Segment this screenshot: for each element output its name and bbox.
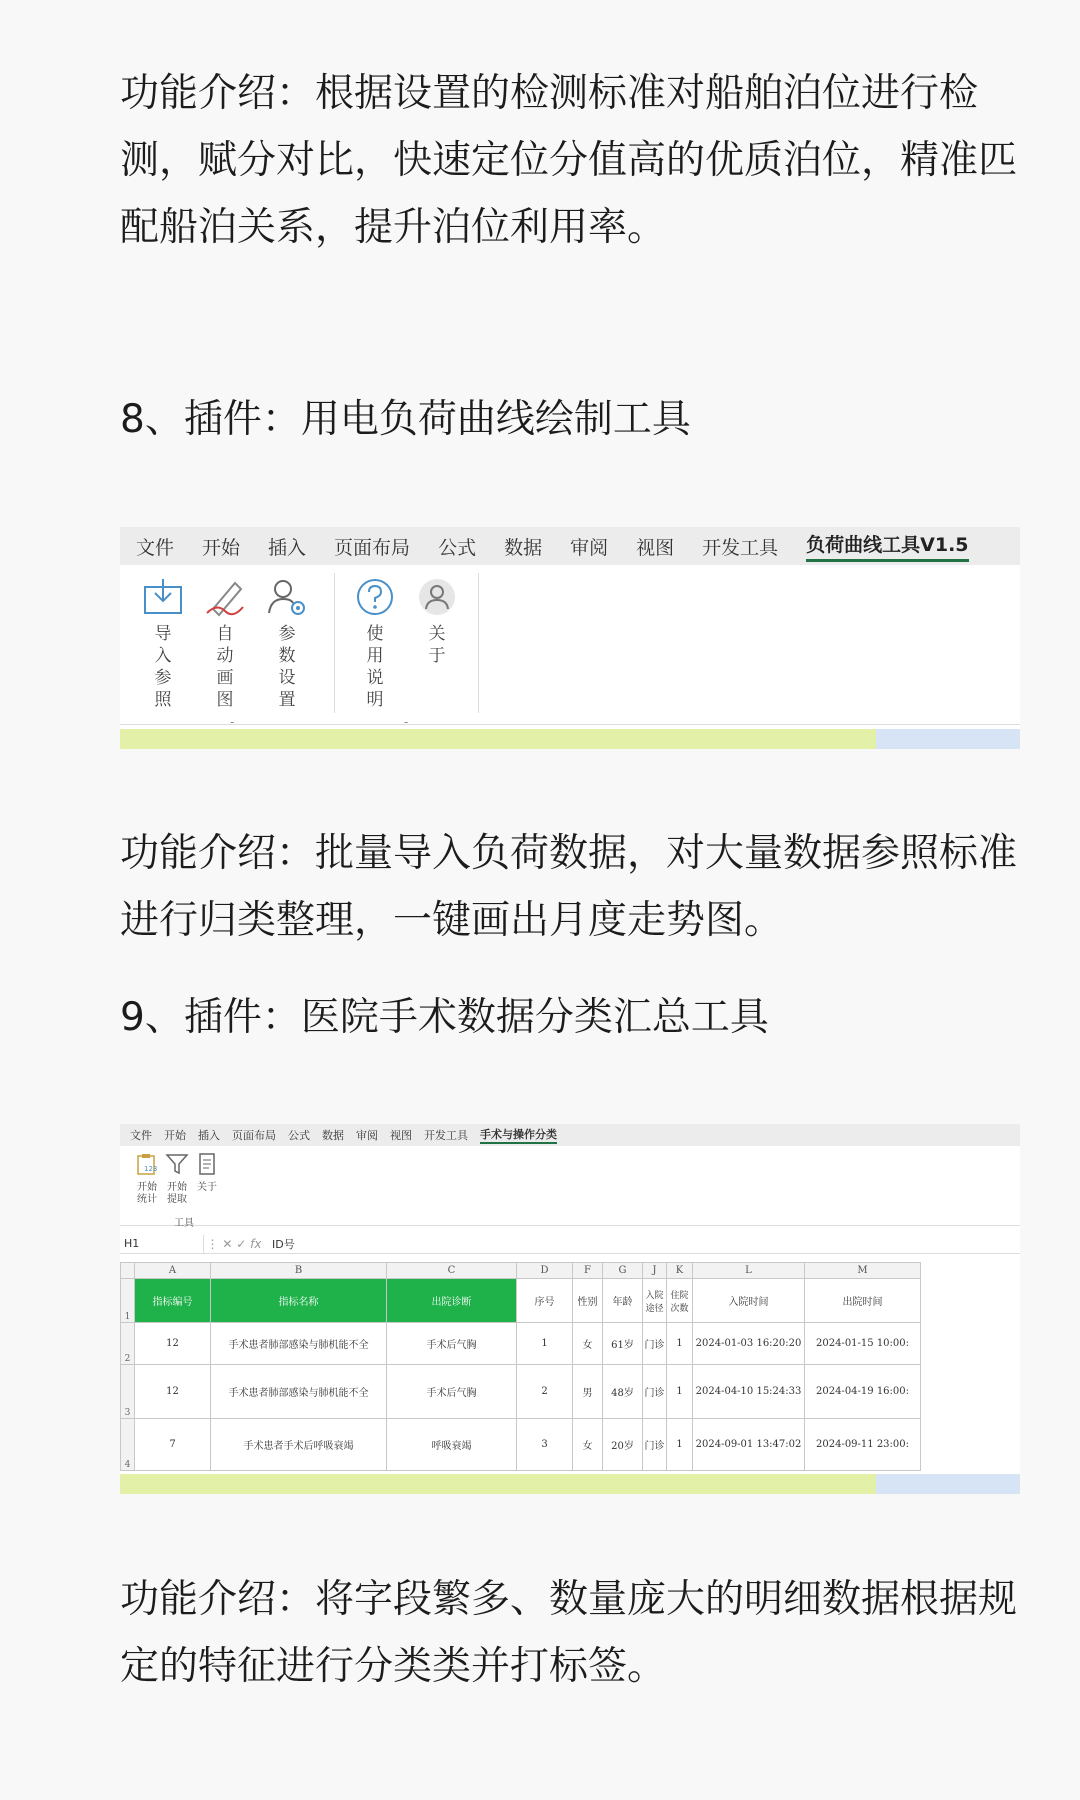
row-number[interactable]: 4	[121, 1419, 135, 1471]
group-mark: -	[404, 715, 409, 729]
column-header[interactable]: D	[517, 1263, 573, 1279]
start-statistics-button[interactable]	[132, 1152, 162, 1206]
menu-review[interactable]: 审阅	[570, 536, 609, 559]
auto-draw-label: 自动画图	[216, 624, 234, 710]
about-button[interactable]	[410, 577, 464, 667]
group-divider	[334, 573, 335, 713]
table-cell[interactable]: 2024-01-15 10:00:	[805, 1323, 921, 1365]
highlight-bar-end	[876, 729, 1020, 749]
spreadsheet-screenshot-surgery	[120, 1124, 1020, 1494]
table-cell[interactable]: 手术后气胸	[387, 1365, 517, 1419]
start-extract-button[interactable]	[162, 1152, 192, 1206]
menu-insert[interactable]: 插入	[268, 536, 307, 559]
table-cell[interactable]: 2024-01-03 16:20:20	[693, 1323, 805, 1365]
header-cell[interactable]: 入院时间	[693, 1279, 805, 1323]
menu-data[interactable]: 数据	[504, 536, 543, 559]
highlight-bar	[120, 729, 876, 749]
menu-load-curve-tool[interactable]: 负荷曲线工具V1.5	[806, 530, 968, 562]
ribbon-panel	[120, 565, 1020, 729]
instructions-label: 使用说明	[366, 624, 384, 710]
table-cell[interactable]: 手术患者手术后呼吸衰竭	[211, 1419, 387, 1471]
formula-bar	[120, 1234, 1020, 1254]
instructions-button[interactable]	[348, 577, 402, 711]
table-cell[interactable]: 1	[517, 1323, 573, 1365]
formula-icons: ⋮ ✕ ✓ fx	[206, 1236, 262, 1251]
pen-icon	[198, 577, 252, 617]
corner-cell[interactable]	[121, 1263, 135, 1279]
header-cell[interactable]: 序号	[517, 1279, 573, 1323]
column-header[interactable]: A	[135, 1263, 211, 1279]
table-cell[interactable]: 门诊	[643, 1323, 667, 1365]
table-cell[interactable]: 12	[135, 1365, 211, 1419]
table-row	[121, 1419, 921, 1471]
menu-developer[interactable]: 开发工具	[424, 1129, 468, 1142]
menu-page-layout[interactable]: 页面布局	[334, 536, 411, 559]
table-cell[interactable]: 1	[667, 1323, 693, 1365]
ribbon-group-label: 工具	[174, 1218, 194, 1229]
row-number[interactable]: 1	[121, 1279, 135, 1323]
menu-view[interactable]: 视图	[390, 1129, 412, 1142]
menu-bar	[120, 1124, 1020, 1146]
parameter-settings-button[interactable]	[260, 577, 314, 711]
menu-review[interactable]: 审阅	[356, 1129, 378, 1142]
import-reference-button[interactable]	[136, 577, 190, 711]
menu-data[interactable]: 数据	[322, 1129, 344, 1142]
table-cell[interactable]: 2024-04-19 16:00:	[805, 1365, 921, 1419]
ribbon-screenshot-load-curve	[120, 527, 1020, 749]
table-cell[interactable]: 手术患者肺部感染与肺机能不全	[211, 1323, 387, 1365]
heading-plugin-8: 8、插件：用电负荷曲线绘制工具	[120, 397, 691, 442]
parameter-settings-label: 参数设置	[278, 624, 296, 710]
user-settings-icon	[260, 577, 314, 617]
intro-text-8: 功能介绍：批量导入负荷数据，对大量数据参照标准进行归类整理，一键画出月度走势图。	[120, 831, 1018, 943]
header-cell[interactable]: 住院次数	[667, 1279, 693, 1323]
help-icon	[348, 577, 402, 617]
header-cell[interactable]: 入院途径	[643, 1279, 667, 1323]
highlight-bar-end	[876, 1474, 1020, 1494]
ribbon-panel	[120, 1146, 1020, 1226]
header-cell[interactable]: 性别	[573, 1279, 603, 1323]
table-cell[interactable]: 手术后气胸	[387, 1323, 517, 1365]
start-statistics-label: 开始统计	[137, 1182, 157, 1205]
heading-plugin-9: 9、插件：医院手术数据分类汇总工具	[120, 995, 769, 1040]
header-cell[interactable]: 出院时间	[805, 1279, 921, 1323]
header-cell[interactable]: 出院诊断	[387, 1279, 517, 1323]
about-label: 关于	[197, 1182, 217, 1193]
column-header[interactable]: C	[387, 1263, 517, 1279]
group-mark: -	[230, 715, 235, 729]
table-cell[interactable]: 2	[517, 1365, 573, 1419]
row-number[interactable]: 3	[121, 1365, 135, 1419]
menu-formulas[interactable]: 公式	[438, 536, 477, 559]
column-header[interactable]: G	[603, 1263, 643, 1279]
table-cell[interactable]: 呼吸衰竭	[387, 1419, 517, 1471]
menu-developer[interactable]: 开发工具	[702, 536, 779, 559]
table-row	[121, 1323, 921, 1365]
table-cell[interactable]: 手术患者肺部感染与肺机能不全	[211, 1365, 387, 1419]
row-number[interactable]: 2	[121, 1323, 135, 1365]
table-cell[interactable]: 12	[135, 1323, 211, 1365]
highlight-bar	[120, 1474, 876, 1494]
intro-text-9: 功能介绍：将字段繁多、数量庞大的明细数据根据规定的特征进行分类类并打标签。	[120, 1577, 1018, 1689]
menu-insert[interactable]: 插入	[198, 1129, 220, 1142]
table-cell[interactable]: 1	[667, 1365, 693, 1419]
menu-file[interactable]: 文件	[136, 536, 175, 559]
table-cell[interactable]: 2024-04-10 15:24:33	[693, 1365, 805, 1419]
table-cell[interactable]: 3	[517, 1419, 573, 1471]
about-label: 关于	[428, 624, 446, 666]
table-cell[interactable]: 门诊	[643, 1365, 667, 1419]
svg-text:123: 123	[144, 1165, 158, 1173]
column-header[interactable]: B	[211, 1263, 387, 1279]
table-cell[interactable]: 1	[667, 1419, 693, 1471]
group-divider	[478, 573, 479, 713]
menu-page-layout[interactable]: 页面布局	[232, 1129, 276, 1142]
table-row	[121, 1365, 921, 1419]
header-cell[interactable]: 指标编号	[135, 1279, 211, 1323]
table-cell[interactable]: 7	[135, 1419, 211, 1471]
table-header-row	[121, 1279, 921, 1323]
column-header[interactable]: K	[667, 1263, 693, 1279]
filter-icon	[164, 1161, 190, 1180]
column-header[interactable]: J	[643, 1263, 667, 1279]
menu-home[interactable]: 开始	[164, 1129, 186, 1142]
user-icon	[410, 577, 464, 617]
auto-draw-button[interactable]	[198, 577, 252, 711]
table-cell[interactable]: 女	[573, 1323, 603, 1365]
menu-file[interactable]: 文件	[130, 1129, 152, 1142]
document-icon	[194, 1161, 220, 1180]
table-cell[interactable]: 20岁	[603, 1419, 643, 1471]
header-cell[interactable]: 年龄	[603, 1279, 643, 1323]
import-icon	[136, 577, 190, 617]
table-cell[interactable]: 门诊	[643, 1419, 667, 1471]
intro-text-7: 功能介绍：根据设置的检测标准对船舶泊位进行检测，赋分对比，快速定位分值高的优质泊位，精准匹配船泊关系，提升泊位利用率。	[120, 71, 1018, 250]
table-cell[interactable]: 48岁	[603, 1365, 643, 1419]
column-header[interactable]: M	[805, 1263, 921, 1279]
header-cell[interactable]: 指标名称	[211, 1279, 387, 1323]
sheet-grid	[120, 1262, 1020, 1471]
menu-home[interactable]: 开始	[202, 536, 241, 559]
menu-formulas[interactable]: 公式	[288, 1129, 310, 1142]
column-header[interactable]: L	[693, 1263, 805, 1279]
menu-surgery-classification[interactable]: 手术与操作分类	[480, 1126, 557, 1144]
formula-input[interactable]: ID号	[272, 1237, 295, 1251]
table-cell[interactable]: 61岁	[603, 1323, 643, 1365]
about-button[interactable]	[192, 1152, 222, 1194]
table-cell[interactable]: 男	[573, 1365, 603, 1419]
data-table	[120, 1262, 921, 1471]
clipboard-123-icon	[134, 1161, 160, 1180]
table-cell[interactable]: 女	[573, 1419, 603, 1471]
start-extract-label: 开始提取	[167, 1182, 187, 1205]
name-box[interactable]: H1	[120, 1235, 204, 1253]
column-header[interactable]: F	[573, 1263, 603, 1279]
menu-bar	[120, 527, 1020, 565]
menu-view[interactable]: 视图	[636, 536, 675, 559]
table-cell[interactable]: 2024-09-11 23:00:	[805, 1419, 921, 1471]
table-cell[interactable]: 2024-09-01 13:47:02	[693, 1419, 805, 1471]
import-reference-label: 导入参照	[154, 624, 172, 710]
